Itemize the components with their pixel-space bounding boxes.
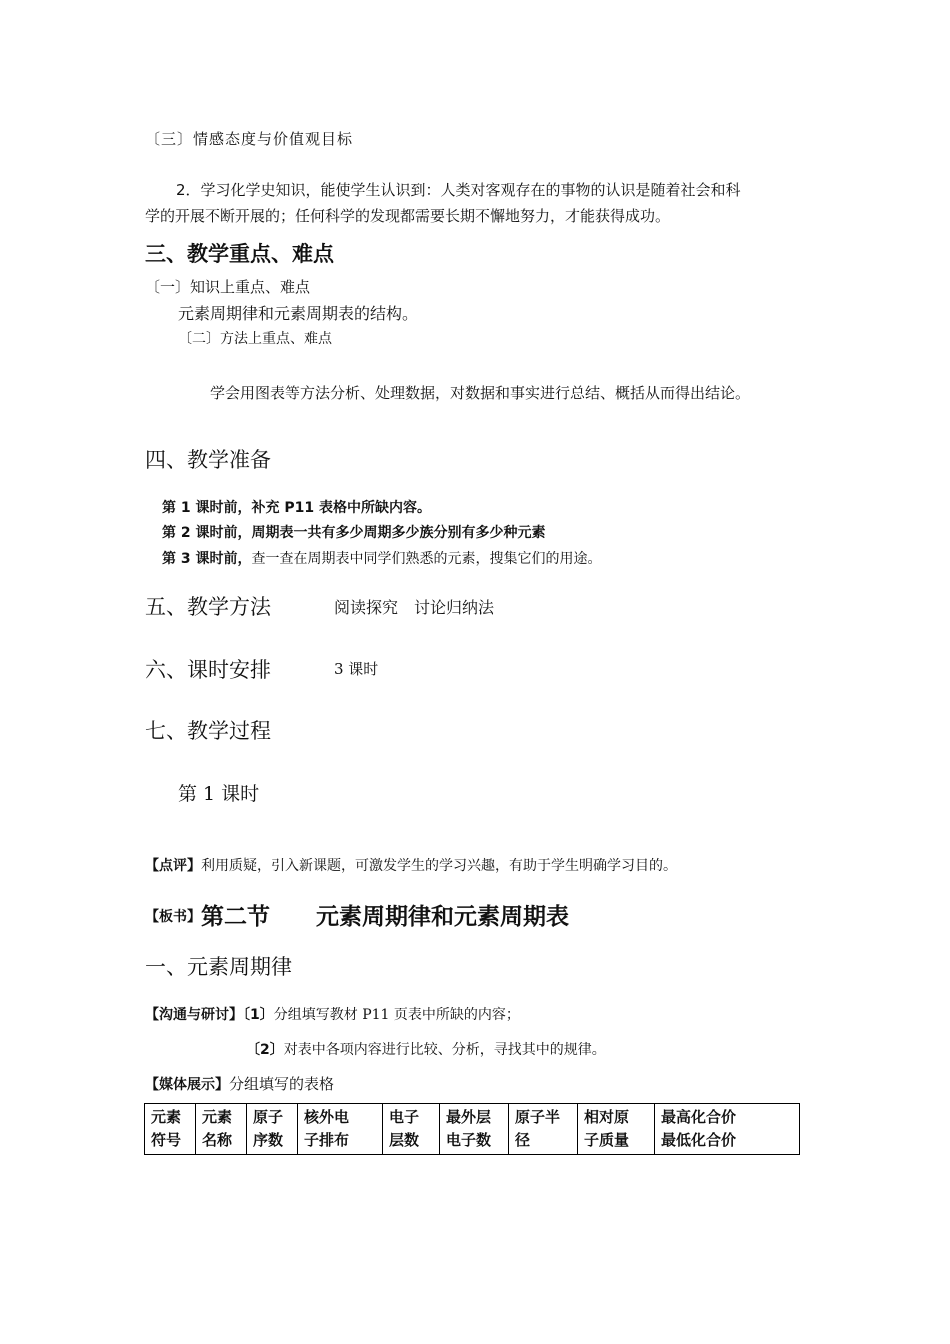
table-header-cell: 元素 名称: [196, 1104, 247, 1155]
element-data-table: [144, 1103, 800, 1155]
section-3-heading: 三、教学重点、难点: [145, 242, 334, 266]
table-header-cell: 最高化合价 最低化合价: [655, 1104, 800, 1155]
media-line: [145, 1073, 334, 1094]
comment-tag: 【点评】: [145, 858, 201, 874]
discuss-2-text: 对表中各项内容进行比较、分析，寻找其中的规律。: [283, 1042, 606, 1058]
discuss-tag: 【沟通与研讨】: [145, 1007, 243, 1023]
prep-item-3-rest: 查一查在周期表中同学们熟悉的元素，搜集它们的用途。: [251, 551, 602, 567]
table-header-cell: 最外层 电子数: [440, 1104, 509, 1155]
method-key-points: 学会用图表等方法分析、处理数据，对数据和事实进行总结、概括从而得出结论。: [210, 384, 751, 402]
section-5-heading: 五、教学方法: [145, 595, 271, 619]
subsection-3-heading: 〔三〕情感态度与价值观目标: [145, 130, 354, 148]
comment-line: [145, 855, 677, 875]
paragraph-2-line-2: 学的开展不断开展的；任何科学的发现都需要长期不懈地努力，才能获得成功。: [145, 207, 671, 225]
subsection-method-heading: 〔二〕方法上重点、难点: [178, 331, 332, 347]
prep-item-2: [162, 522, 546, 542]
prep-item-3: [162, 548, 602, 568]
table-header-cell: 原子半 径: [509, 1104, 578, 1155]
prep-item-1: [162, 497, 431, 517]
table-header-cell: 相对原 子质量: [578, 1104, 655, 1155]
discuss-1-text: 分组填写教材 P11 页表中所缺的内容；: [273, 1007, 520, 1023]
section-4-heading: 四、教学准备: [145, 448, 271, 472]
discuss-line-2: [246, 1039, 606, 1059]
discuss-2-number: 〔2〕: [246, 1042, 284, 1058]
lesson-count-value: 3 课时: [334, 660, 379, 678]
board-tag: 【板书】: [145, 909, 201, 925]
section-7-heading: 七、教学过程: [145, 719, 271, 743]
prep-item-3-lead: 第 3 课时前，: [162, 551, 252, 567]
table-header-row: [145, 1104, 800, 1155]
table-header-cell: 电子 层数: [383, 1104, 440, 1155]
paragraph-2-line-1: 2．学习化学史知识，能使学生认识到：人类对客观存在的事物的认识是随着社会和科: [176, 181, 741, 199]
board-title: 第二节 元素周期律和元素周期表: [201, 904, 569, 930]
lesson-1-heading: 第 1 课时: [178, 783, 260, 805]
board-line: [145, 898, 569, 931]
discuss-1-number: 〔1〕: [243, 1007, 274, 1023]
table-header-cell: 元素 符号: [145, 1104, 196, 1155]
section-6-heading: 六、课时安排: [145, 658, 271, 682]
section-periodic-law-heading: 一、元素周期律: [145, 955, 292, 979]
prep-item-1-text: 第 1 课时前，补充 P11 表格中所缺内容。: [162, 500, 431, 516]
teaching-methods-value: 阅读探究 讨论归纳法: [334, 598, 495, 617]
prep-item-2-text: 第 2 课时前，周期表一共有多少周期多少族分别有多少种元素: [162, 525, 546, 541]
table-header-cell: 原子 序数: [247, 1104, 298, 1155]
media-text: 分组填写的表格: [229, 1075, 335, 1093]
discuss-line-1: [145, 1004, 520, 1024]
table-header-cell: 核外电 子排布: [298, 1104, 383, 1155]
knowledge-key-points: 元素周期律和元素周期表的结构。: [178, 304, 419, 323]
subsection-knowledge-heading: 〔一〕知识上重点、难点: [145, 278, 311, 296]
comment-text: 利用质疑，引入新课题，可激发学生的学习兴趣，有助于学生明确学习目的。: [201, 858, 677, 874]
media-tag: 【媒体展示】: [145, 1077, 229, 1093]
